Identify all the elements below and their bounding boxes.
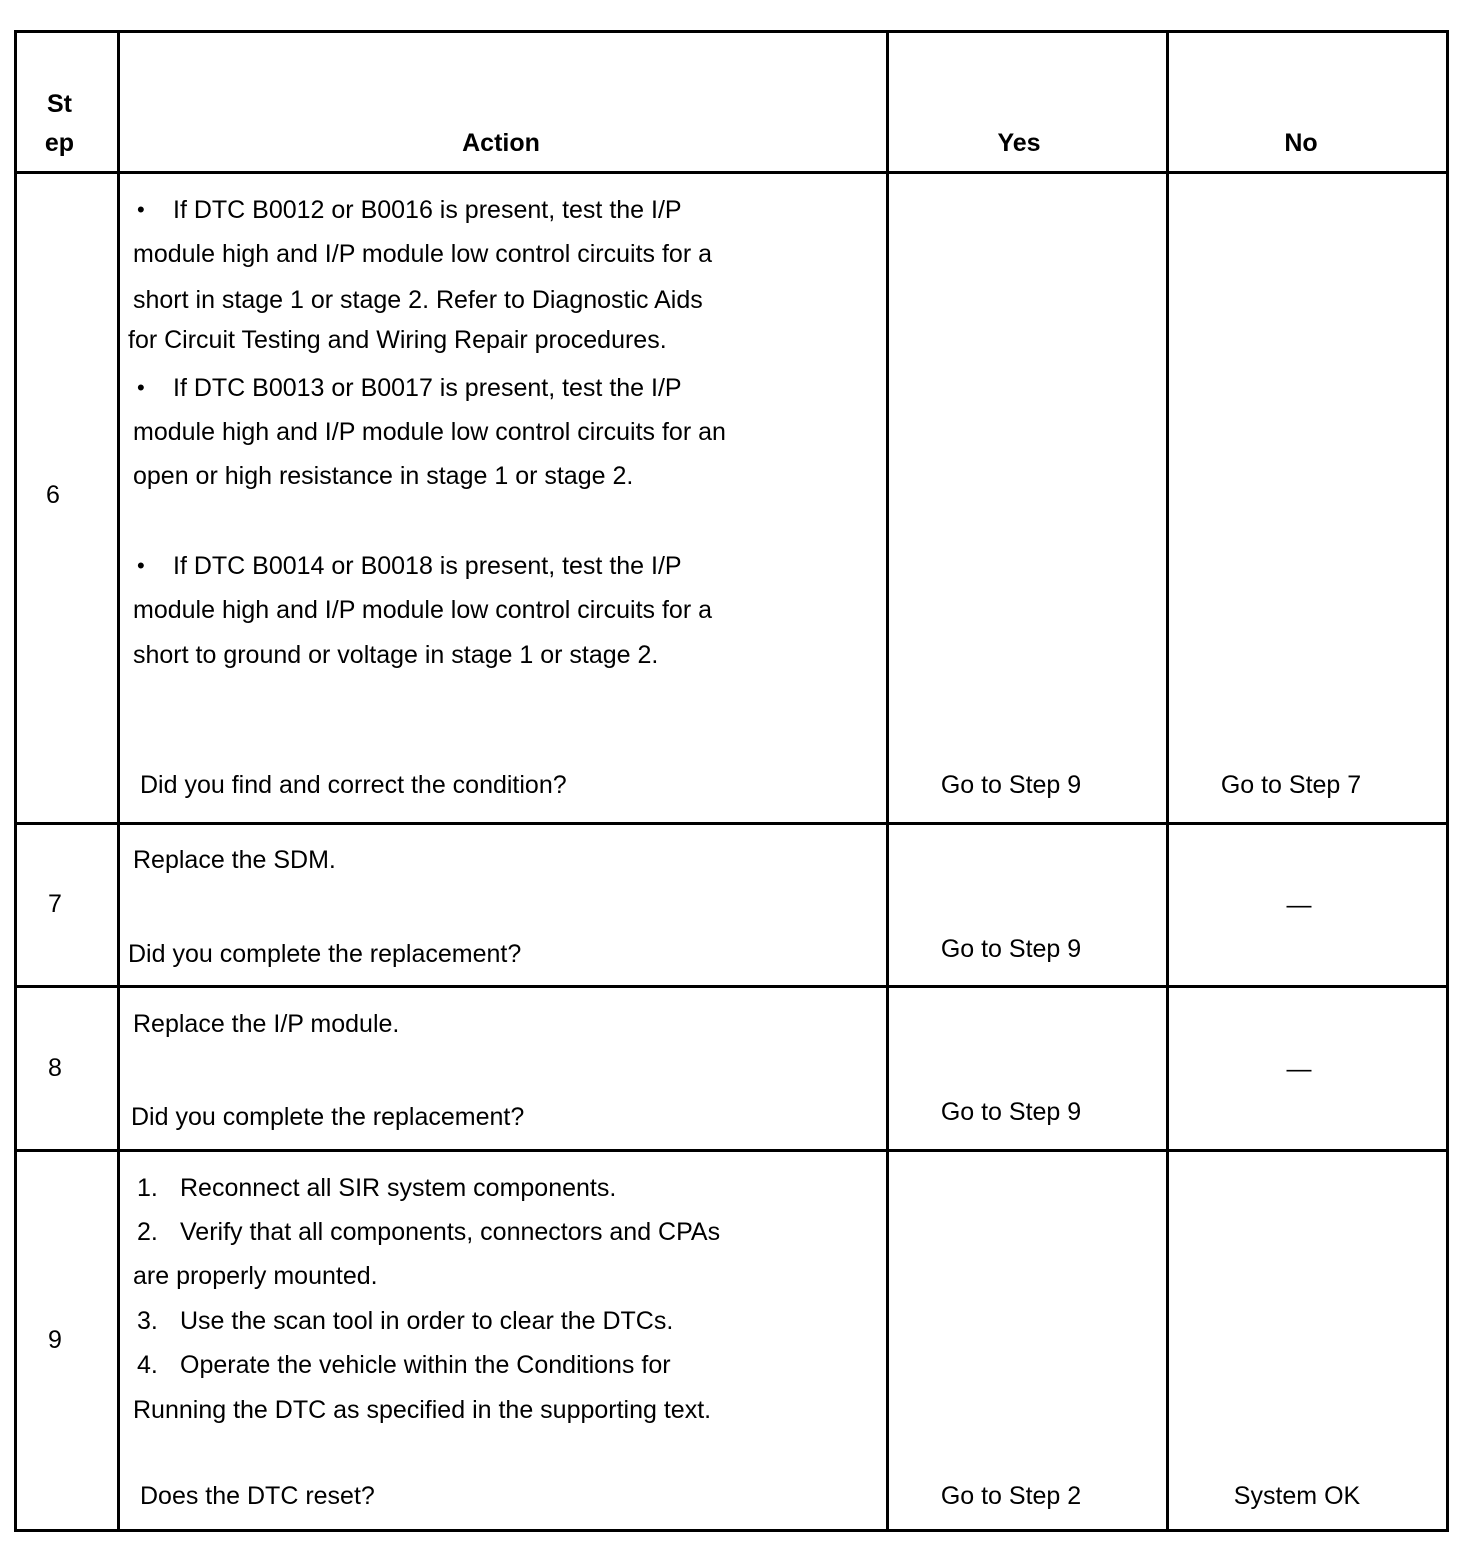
action-text-line: Replace the SDM. (133, 846, 336, 874)
no-result: — (1286, 891, 1312, 919)
yes-result: Go to Step 9 (940, 1098, 1082, 1126)
list-number: 4. (137, 1351, 158, 1379)
no-result: — (1286, 1055, 1312, 1083)
list-number: 3. (137, 1307, 158, 1335)
step-number: 9 (48, 1326, 62, 1354)
column-divider (117, 33, 120, 1529)
list-item-text: Operate the vehicle within the Conditions for (180, 1351, 671, 1379)
list-item-text: are properly mounted. (133, 1262, 378, 1290)
action-text-line: open or high resistance in stage 1 or stage 2. (133, 462, 634, 490)
list-item-text: Verify that all components, connectors and CPAs (180, 1218, 721, 1246)
action-text-line: short to ground or voltage in stage 1 or stage 2. (133, 641, 659, 669)
action-text-line: short in stage 1 or stage 2. Refer to Diagnostic Aids (133, 286, 703, 314)
header-no: No (1284, 129, 1318, 157)
yes-result: Go to Step 9 (940, 771, 1082, 799)
yes-result: Go to Step 2 (940, 1482, 1082, 1510)
action-text-line: module high and I/P module low control circuits for a (133, 240, 713, 268)
action-text-line: If DTC B0012 or B0016 is present, test the I/P (173, 196, 682, 224)
action-text-line: module high and I/P module low control circuits for an (133, 418, 726, 446)
header-step-line2: ep (44, 129, 75, 157)
list-item-text: Reconnect all SIR system components. (180, 1174, 617, 1202)
question-text: Does the DTC reset? (140, 1482, 375, 1510)
no-result: System OK (1233, 1482, 1361, 1510)
bullet-marker: • (137, 375, 145, 400)
bullet-marker: • (137, 197, 145, 222)
step-number: 6 (46, 481, 60, 509)
step-number: 8 (48, 1054, 62, 1082)
action-text-line: module high and I/P module low control circuits for a (133, 596, 713, 624)
header-step-line1: St (47, 90, 72, 118)
list-number: 2. (137, 1218, 158, 1246)
yes-result: Go to Step 9 (940, 935, 1082, 963)
action-text-line: If DTC B0014 or B0018 is present, test the I/P (173, 552, 682, 580)
row-divider (17, 171, 1446, 174)
bullet-marker: • (137, 553, 145, 578)
question-text: Did you complete the replacement? (128, 940, 522, 968)
action-text-line: for Circuit Testing and Wiring Repair procedures. (128, 326, 667, 354)
list-item-text: Running the DTC as specified in the supporting text. (133, 1396, 712, 1424)
header-yes: Yes (997, 129, 1041, 157)
row-divider (17, 1149, 1446, 1152)
list-item-text: Use the scan tool in order to clear the DTCs. (180, 1307, 674, 1335)
step-number: 7 (48, 890, 62, 918)
action-text-line: If DTC B0013 or B0017 is present, test the I/P (173, 374, 682, 402)
no-result: Go to Step 7 (1220, 771, 1362, 799)
action-text-line: Replace the I/P module. (133, 1010, 400, 1038)
row-divider (17, 985, 1446, 988)
question-text: Did you find and correct the condition? (140, 771, 567, 799)
list-number: 1. (137, 1174, 158, 1202)
question-text: Did you complete the replacement? (131, 1103, 525, 1131)
row-divider (17, 822, 1446, 825)
header-action: Action (462, 129, 540, 157)
